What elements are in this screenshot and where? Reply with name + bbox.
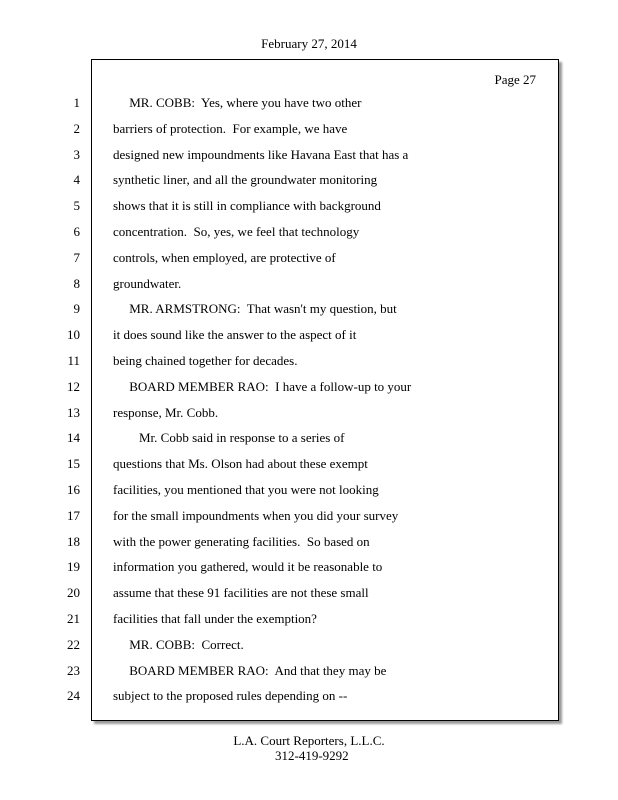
- line-number: 7: [73, 249, 80, 265]
- line-number: 5: [73, 198, 80, 214]
- transcript-line: facilities, you mentioned that you were not looking: [113, 482, 379, 497]
- transcript-line: response, Mr. Cobb.: [113, 404, 219, 420]
- line-number: 10: [67, 327, 80, 343]
- line-number: 4: [73, 172, 80, 188]
- transcript-line: facilities that fall under the exemption?: [113, 611, 317, 626]
- transcript-date: February 27, 2014: [261, 36, 357, 51]
- transcript-line: questions that Ms. Olson had about these exempt: [113, 456, 368, 472]
- reporter-company: L.A. Court Reporters, L.L.C.: [233, 733, 385, 748]
- line-number: 16: [67, 482, 80, 497]
- transcript-line: controls, when employed, are protective of: [113, 249, 336, 265]
- line-number: 6: [73, 224, 80, 239]
- line-number: 13: [67, 404, 80, 420]
- line-number: 14: [67, 430, 80, 446]
- transcript-line: BOARD MEMBER RAO: I have a follow-up to your: [113, 378, 412, 394]
- transcript-line: concentration. So, yes, we feel that technology: [113, 224, 360, 239]
- transcript-line: barriers of protection. For example, we have: [113, 120, 348, 136]
- transcript-line: synthetic liner, and all the groundwater monitoring: [113, 172, 378, 188]
- transcript-line: it does sound like the answer to the aspect of it: [113, 327, 357, 343]
- line-number: 19: [67, 559, 80, 575]
- line-number: 3: [73, 146, 80, 162]
- transcript-line: MR. ARMSTRONG: That wasn't my question, but: [113, 301, 397, 317]
- transcript-line: MR. COBB: Yes, where you have two other: [113, 95, 362, 110]
- transcript-line: being chained together for decades.: [113, 353, 298, 368]
- line-number: 24: [67, 688, 80, 704]
- transcript-line: Mr. Cobb said in response to a series of: [113, 430, 345, 446]
- line-number: 2: [73, 120, 80, 136]
- page-number: Page 27: [494, 72, 536, 87]
- line-number: 8: [73, 275, 80, 291]
- line-number: 23: [67, 662, 80, 678]
- line-number: 11: [67, 353, 80, 368]
- transcript-line: shows that it is still in compliance with background: [113, 198, 381, 214]
- line-number: 18: [67, 533, 80, 549]
- line-number: 17: [67, 507, 80, 523]
- transcript-line: MR. COBB: Correct.: [113, 636, 244, 652]
- transcript-line: for the small impoundments when you did your survey: [113, 507, 399, 523]
- line-number: 9: [73, 301, 80, 317]
- transcript-line: assume that these 91 facilities are not these small: [113, 585, 369, 601]
- line-number: 20: [67, 585, 80, 601]
- transcript-line: subject to the proposed rules depending on --: [113, 688, 348, 704]
- transcript-line: BOARD MEMBER RAO: And that they may be: [113, 662, 387, 678]
- line-number: 15: [67, 456, 80, 472]
- line-number: 1: [73, 95, 80, 110]
- transcript-line: groundwater.: [113, 275, 182, 291]
- line-number: 21: [67, 611, 80, 626]
- transcript-line: with the power generating facilities. So based on: [113, 533, 370, 549]
- transcript-line: designed new impoundments like Havana East that has a: [113, 146, 409, 162]
- line-number: 12: [67, 378, 80, 394]
- reporter-phone: 312-419-9292: [275, 748, 349, 763]
- transcript-line: information you gathered, would it be reasonable to: [113, 559, 383, 575]
- line-number: 22: [67, 636, 80, 652]
